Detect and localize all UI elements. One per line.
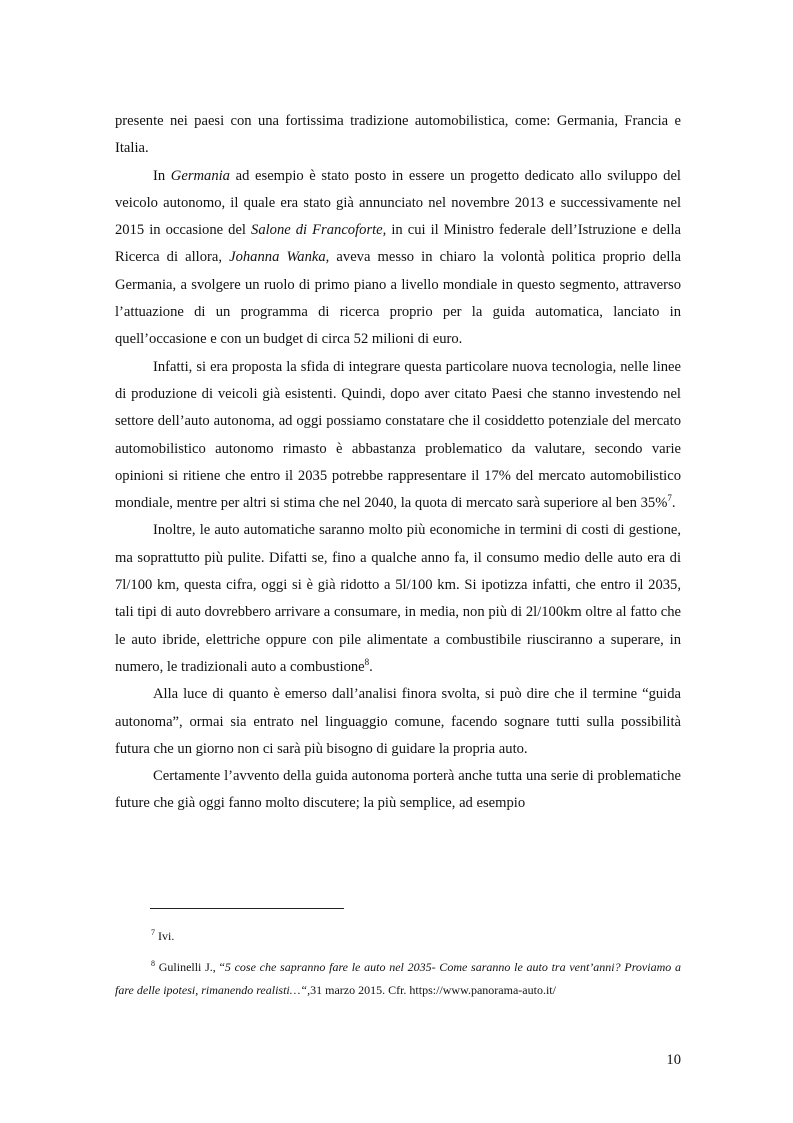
footnote-7-number: 7 (151, 928, 155, 937)
paragraph-3 (115, 354, 681, 518)
body-text (115, 108, 681, 818)
paragraph-4 (115, 517, 681, 681)
paragraph-2-text-2: ad esempio è stato posto in essere un progetto dedicato allo sviluppo del veicolo autonomo, il quale era stato già annunciato nel novembre 2013 e successivamente nel 2015 in occasione del (115, 167, 681, 239)
footnote-8-prefix: Gulinelli J., “ (155, 960, 225, 974)
footnote-ref-7[interactable]: 7 (667, 493, 672, 504)
footnote-8-suffix[interactable]: 31 marzo 2015. Cfr. https://www.panorama-auto.it/ (310, 983, 556, 997)
footnote-8 (115, 956, 681, 1002)
paragraph-4-text: Inoltre, le auto automatiche saranno molto più economiche in termini di costi di gestione, ma soprattutto più pulite. Difatti se, fino a qualche anno fa, il consumo medio delle auto era di 7l/100 km, questa cifra, oggi si è già ridotto a 5l/100 km. Si ipotizza infatti, che entro il 2035, tali tipi di auto dovrebbero arrivare a consumare, in media, non più di 2l/100km oltre al fatto che le auto ibride, elettriche oppure con pile alimentate a combustibile riusciranno a superare, in numero, le tradizionali auto a combustione (115, 522, 681, 675)
paragraph-2 (115, 163, 681, 354)
footnote-8-number: 8 (151, 959, 155, 968)
paragraph-5: Alla luce di quanto è emerso dall’analisi finora svolta, si può dire che il termine “guida autonoma”, ormai sia entrato nel linguaggio comune, facendo sognare tutti sulla possibilità futura che un giorno non ci sarà più bisogno di guidare la propria auto. (115, 686, 681, 757)
page-number: 10 (666, 1052, 681, 1068)
paragraph-3-text: Infatti, si era proposta la sfida di integrare questa particolare nuova tecnologia, nelle linee di produzione di veicoli già esistenti. Quindi, dopo aver citato Paesi che stanno investendo nel settore dell’auto autonoma, ad oggi possiamo constatare che il cosiddetto potenziale del mercato automobilistico autonomo rimasto è abbastanza problematico da valutare, secondo varie opinioni si ritiene che entro il 2035 potrebbe rappresentare il 17% del mercato automobilistico mondiale, mentre per altri si stima che nel 2040, la quota di mercato sarà superiore al ben 35% (115, 358, 681, 512)
footnote-7-text: Ivi. (155, 929, 175, 943)
emphasis-germania: Germania (170, 167, 230, 184)
footnote-8-title: 5 cose che sapranno fare le auto nel 2035- Come saranno le auto tra vent’anni? Proviamo a fare delle ipotesi, rimanendo realisti…“, (115, 960, 681, 997)
paragraph-2-text-1: In (153, 167, 171, 184)
paragraph-1: presente nei paesi con una fortissima tradizione automobilistica, come: Germania, Francia e Italia. (115, 113, 681, 157)
paragraph-4-end: . (369, 658, 373, 675)
footnote-7 (115, 925, 681, 948)
paragraph-3-end: . (671, 495, 676, 512)
emphasis-salone: Salone di Francoforte, (251, 222, 387, 239)
paragraph-2-text-4: , aveva messo in chiaro la volontà politica proprio della Germania, a svolgere un ruolo di primo piano a livello mondiale in questo segmento, attraverso l’attuazione di un programma di ricerca proprio per la guida automatica, lanciato in quell’occasione e con un budget di circa 52 milioni di euro. (115, 249, 681, 348)
footnote-ref-8[interactable]: 8 (364, 657, 370, 668)
footnotes (115, 925, 681, 1002)
footnote-separator (150, 908, 344, 909)
paragraph-6: Certamente l’avvento della guida autonoma porterà anche tutta una serie di problematiche future che già oggi fanno molto discutere; la più semplice, ad esempio (115, 768, 681, 812)
paragraph-2-text-3: in cui il Ministro federale dell’Istruzione e della Ricerca di allora, (115, 222, 681, 266)
emphasis-johanna-wanka: Johanna Wanka (229, 249, 326, 266)
